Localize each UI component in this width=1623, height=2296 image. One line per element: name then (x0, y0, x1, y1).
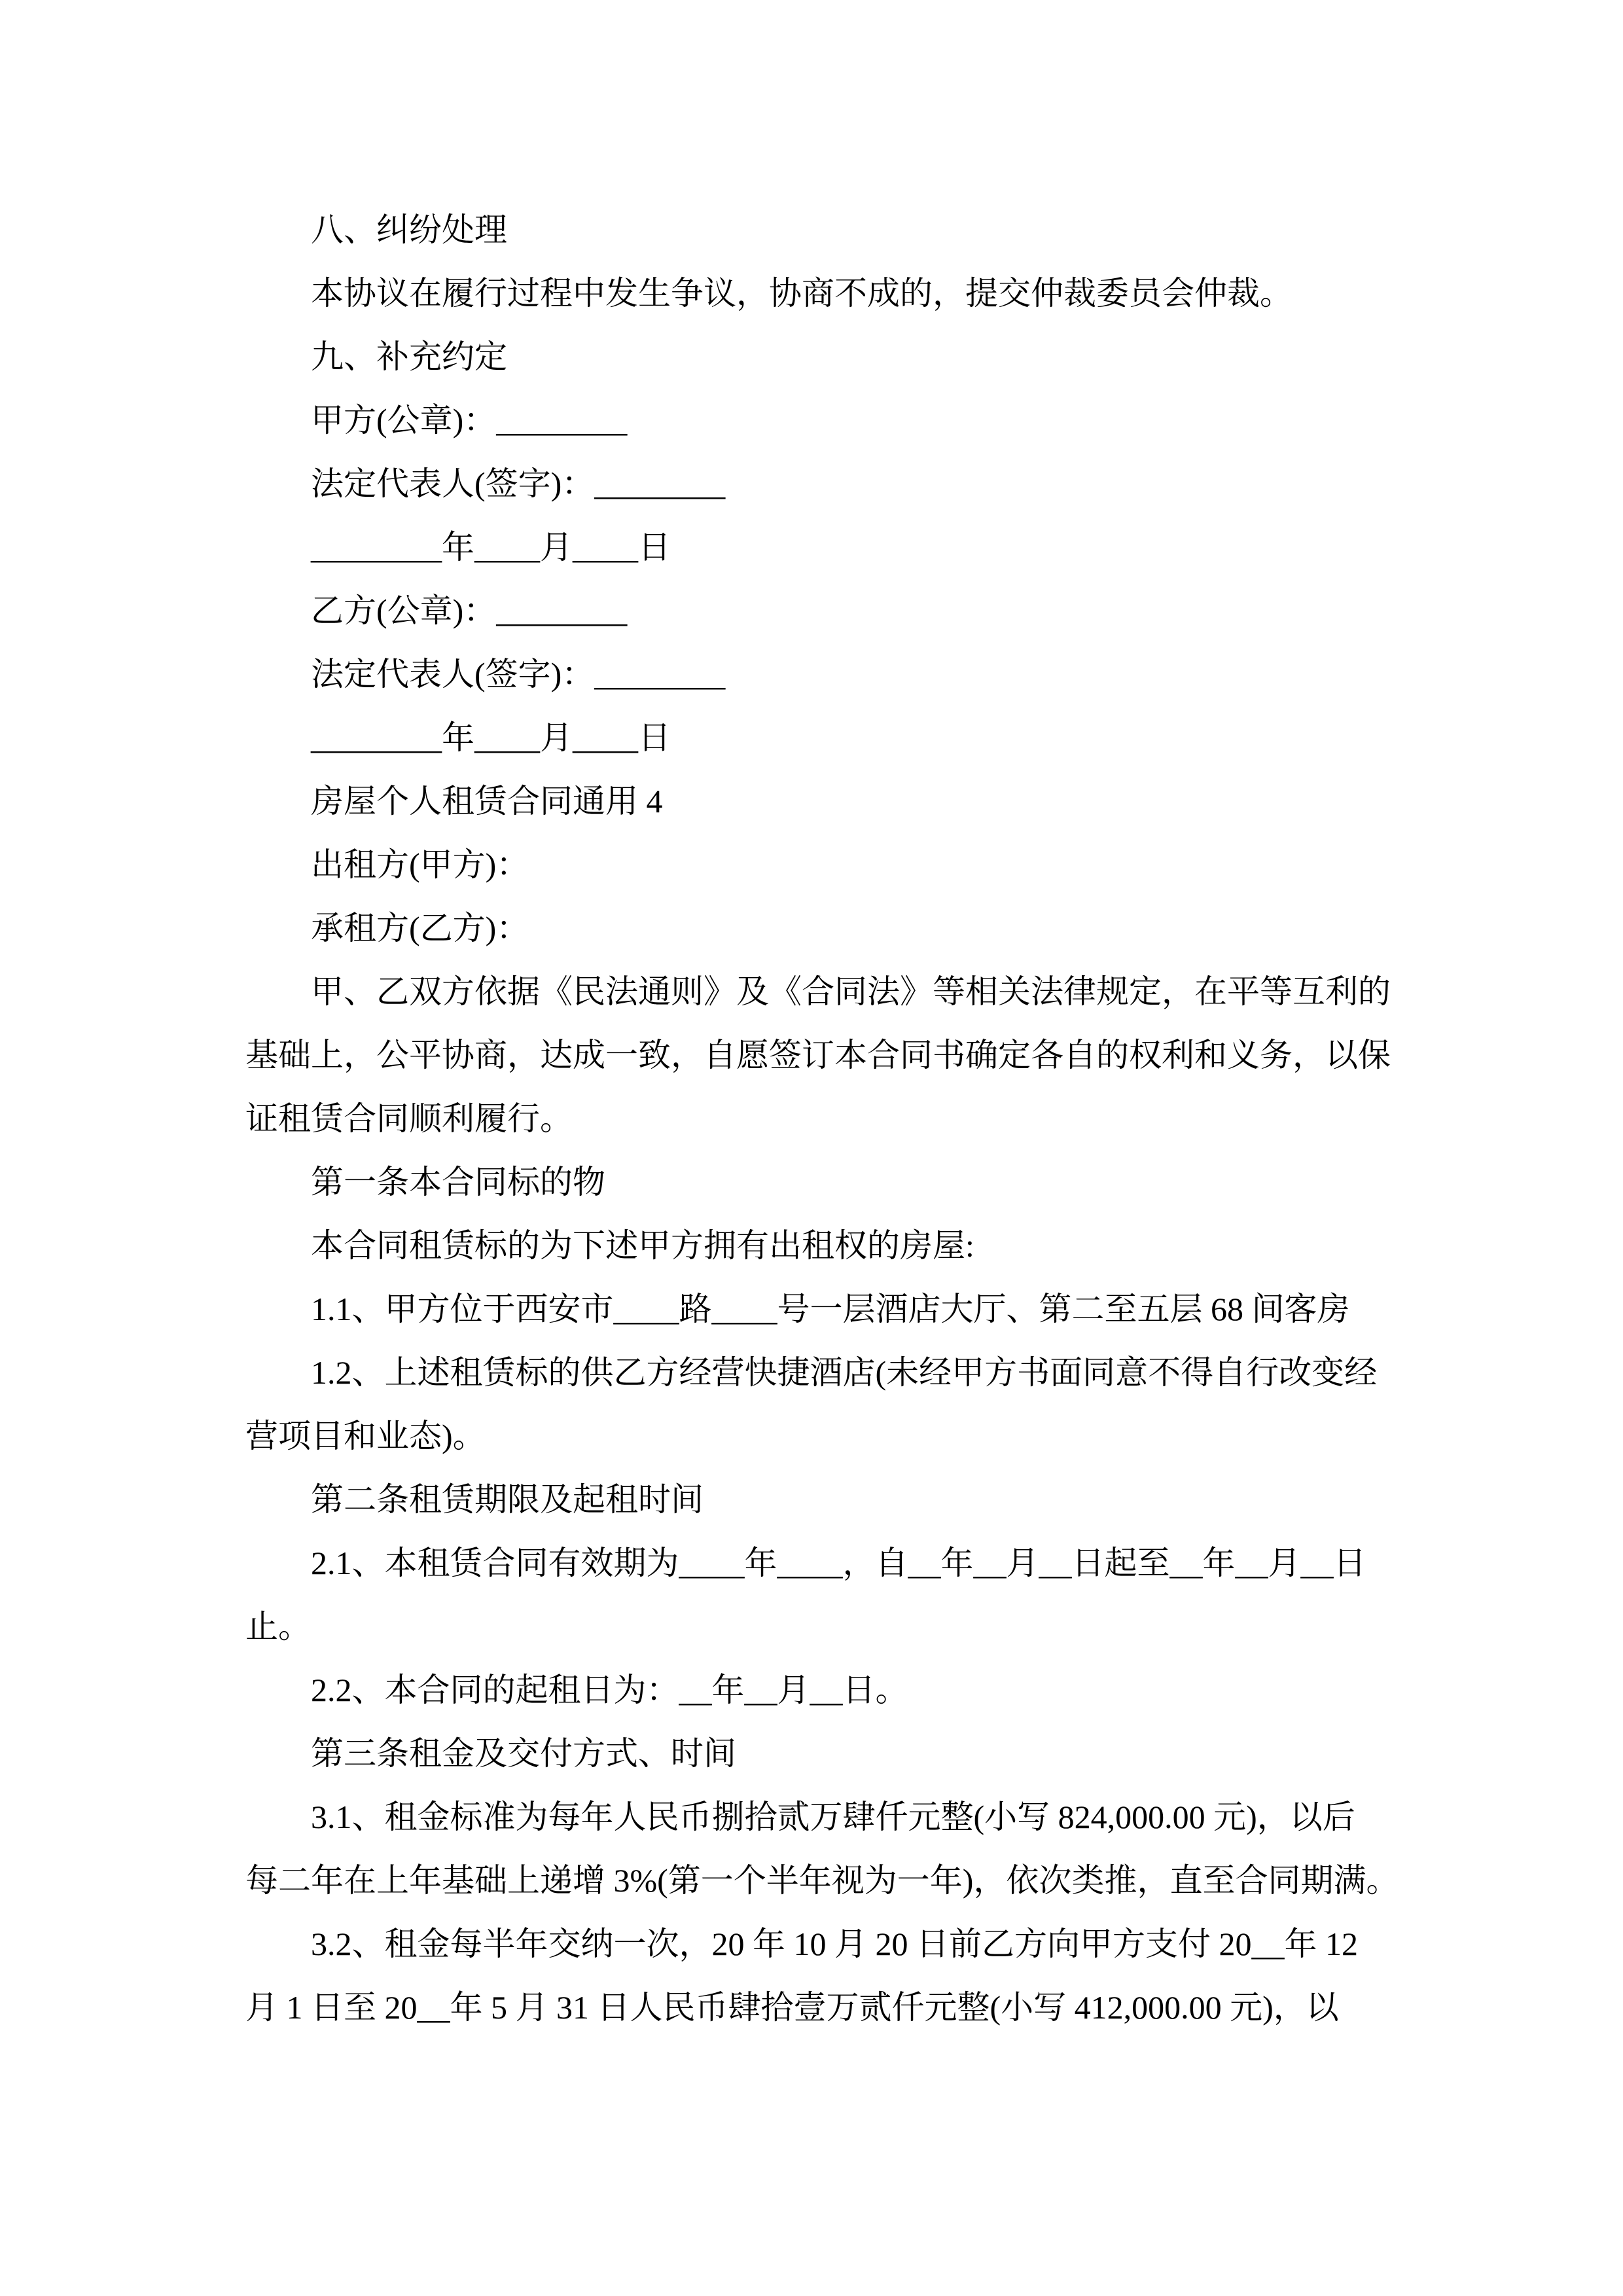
contract-line: 甲、乙双方依据《民法通则》及《合同法》等相关法律规定，在平等互利的 (311, 973, 1391, 1010)
contract-line: 2.2、本合同的起租日为：__年__月__日。 (311, 1672, 908, 1708)
contract-line: 本合同租赁标的为下述甲方拥有出租权的房屋: (311, 1227, 974, 1264)
contract-line: 止。 (245, 1608, 311, 1645)
contract-line: 月 1 日至 20__年 5 月 31 日人民币肆拾壹万贰仟元整(小写 412,000.00 元)，以 (245, 1989, 1339, 2026)
contract-line: 承租方(乙方)： (311, 910, 529, 946)
contract-line: 1.2、上述租赁标的供乙方经营快捷酒店(未经甲方书面同意不得自行改变经 (311, 1354, 1378, 1391)
contract-line: 3.2、租金每半年交纳一次，20 年 10 月 20 日前乙方向甲方支付 20__年 12 (311, 1926, 1358, 1962)
contract-line: 第三条租金及交付方式、时间 (311, 1735, 736, 1772)
contract-line: 2.1、本租赁合同有效期为____年____，自__年__月__日起至__年__月__日 (311, 1545, 1366, 1581)
contract-line: ________年____月____日 (311, 529, 671, 565)
contract-line: 基础上，公平协商，达成一致，自愿签订本合同书确定各自的权利和义务，以保 (245, 1037, 1391, 1073)
contract-line: ________年____月____日 (311, 719, 671, 756)
contract-line: 每二年在上年基础上递增 3%(第一个半年视为一年)，依次类推，直至合同期满。 (245, 1862, 1399, 1899)
contract-line: 第一条本合同标的物 (311, 1164, 605, 1200)
contract-line: 第二条租赁期限及起租时间 (311, 1481, 704, 1518)
contract-line: 法定代表人(签字)：________ (311, 656, 726, 692)
contract-line: 本协议在履行过程中发生争议，协商不成的，提交仲裁委员会仲裁。 (311, 275, 1293, 312)
contract-line: 甲方(公章)：________ (311, 402, 628, 439)
contract-line: 法定代表人(签字)：________ (311, 465, 726, 502)
contract-line: 3.1、租金标准为每年人民币捌拾贰万肆仟元整(小写 824,000.00 元)，以后 (311, 1799, 1355, 1835)
contract-line: 九、补充约定 (311, 338, 507, 375)
contract-text-block (245, 198, 1469, 2039)
contract-line: 1.1、甲方位于西安市____路____号一层酒店大厅、第二至五层 68 间客房 (311, 1291, 1350, 1327)
contract-line: 证租赁合同顺利履行。 (245, 1100, 573, 1137)
contract-line: 营项目和业态)。 (245, 1418, 486, 1454)
contract-line: 房屋个人租赁合同通用 4 (311, 783, 663, 819)
contract-line: 出租方(甲方)： (311, 846, 529, 883)
contract-line: 八、纠纷处理 (311, 211, 507, 248)
contract-line: 乙方(公章)：________ (311, 592, 628, 629)
